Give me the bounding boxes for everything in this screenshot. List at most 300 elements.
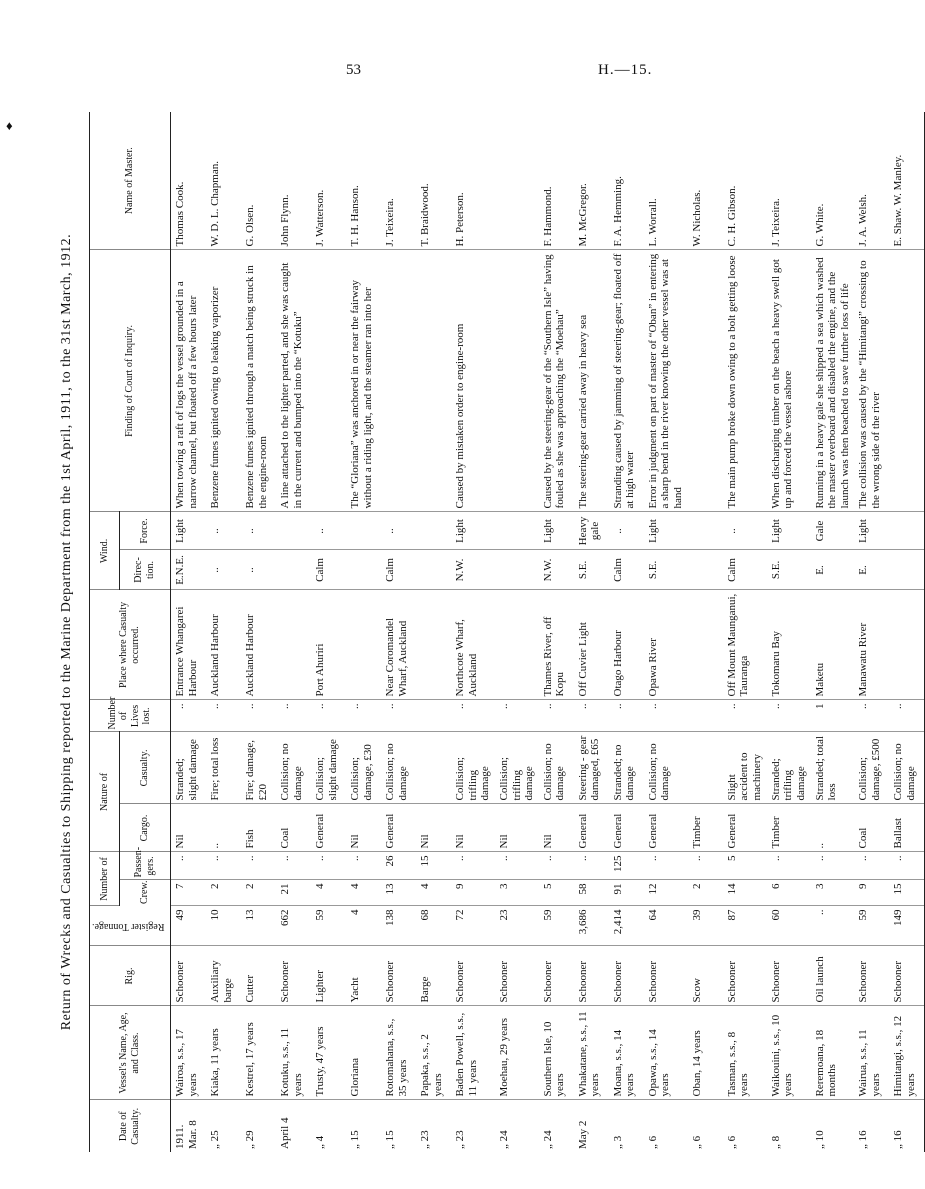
header-master: Name of Master.	[90, 112, 171, 250]
cell-tonnage: 49	[170, 906, 206, 946]
cell-direction: N.W.	[539, 550, 574, 590]
cell-cargo: Nil	[451, 804, 495, 852]
cell-force	[495, 512, 539, 550]
cell-direction: Calm	[609, 550, 644, 590]
cell-place	[416, 590, 451, 700]
header-tonnage: Register Tonnage.	[90, 906, 171, 946]
cell-rig: Auxiliary barge	[206, 946, 241, 1006]
cell-lives: ..	[889, 700, 925, 732]
cell-cargo: General	[381, 804, 416, 852]
cell-tonnage: 72	[451, 906, 495, 946]
cell-tonnage: ..	[811, 906, 855, 946]
cell-crew: 14	[723, 880, 767, 906]
cell-force: ..	[609, 512, 644, 550]
cell-passengers: ..	[854, 852, 889, 880]
cell-date: „ 16	[857, 1130, 870, 1149]
cell-finding: Running in a heavy gale she shipped a sea which washed the master overboard and disabled the engine, and the launch was then beached to save further loss of life	[811, 250, 855, 512]
cell-place	[688, 590, 723, 700]
cell-casualty: Steering - gear damaged, £65	[574, 732, 609, 804]
cell-rig: Schooner	[609, 946, 644, 1006]
cell-date: „ 23	[418, 1130, 431, 1149]
cell-master: M. McGregor.	[574, 112, 609, 250]
cell-finding: Caused by mistaken order to engine-room	[451, 250, 495, 512]
cell-passengers: ..	[495, 852, 539, 880]
cell-master: Thomas Cook.	[170, 112, 206, 250]
cell-cargo: General	[574, 804, 609, 852]
cell-tonnage: 68	[416, 906, 451, 946]
header-rig: Rig.	[90, 946, 171, 1006]
cell-rig: Schooner	[889, 946, 925, 1006]
cell-rig: Schooner	[451, 946, 495, 1006]
cell-tonnage: 149	[889, 906, 925, 946]
cell-cargo: Nil	[416, 804, 451, 852]
header-vessel: Vessel's Name, Age, and Class.	[90, 1006, 171, 1100]
cell-passengers: ..	[451, 852, 495, 880]
table-row	[346, 112, 381, 1152]
cell-passengers: ..	[170, 852, 206, 880]
cell-date: 1911. Mar. 8	[173, 1120, 199, 1149]
table-row	[451, 112, 495, 1152]
cell-place: Northcote Wharf, Auckland	[451, 590, 495, 700]
cell-lives: ..	[495, 700, 539, 732]
cell-crew: 3	[495, 880, 539, 906]
cell-place: Tokomaru Bay	[767, 590, 811, 700]
cell-finding: When discharging timber on the beach a heavy swell got up and forced the vessel ashore	[767, 250, 811, 512]
cell-cargo: Nil	[539, 804, 574, 852]
header-finding: Finding of Court of Inquiry.	[90, 250, 171, 512]
cell-date: „ 6	[646, 1135, 659, 1149]
cell-tonnage: 138	[381, 906, 416, 946]
cell-place: Maketu	[811, 590, 855, 700]
cell-place	[346, 590, 381, 700]
cell-vessel: Baden Powell, s.s., 11 years	[451, 1006, 495, 1100]
table-row	[495, 112, 539, 1152]
cell-master: E. Shaw. W. Manley.	[889, 112, 925, 250]
cell-force	[346, 512, 381, 550]
cell-cargo: Ballast	[889, 804, 925, 852]
cell-date: „ 25	[208, 1130, 221, 1149]
cell-force: Gale	[811, 512, 855, 550]
cell-place: Port Ahuriri	[311, 590, 346, 700]
cell-cargo: ..	[811, 804, 855, 852]
cell-date: „ 24	[541, 1130, 554, 1149]
cell-lives: ..	[311, 700, 346, 732]
cell-force: Heavy gale	[574, 512, 609, 550]
cell-rig: Lighter	[311, 946, 346, 1006]
cell-casualty	[416, 732, 451, 804]
cell-lives	[416, 700, 451, 732]
cell-casualty: Stranded; slight damage	[170, 732, 206, 804]
cell-direction	[416, 550, 451, 590]
cell-lives: ..	[451, 700, 495, 732]
cell-master: John Flynn.	[276, 112, 311, 250]
cell-passengers: ..	[811, 852, 855, 880]
cell-master: J. Teixeira.	[767, 112, 811, 250]
cell-tonnage: 87	[723, 906, 767, 946]
cell-casualty: Collision; trifling damage	[451, 732, 495, 804]
cell-force	[276, 512, 311, 550]
cell-direction: E.	[854, 550, 889, 590]
cell-finding: The main pump broke down owing to a bolt getting loose	[723, 250, 767, 512]
header-row-1	[90, 112, 120, 1152]
cell-tonnage: 3,686	[574, 906, 609, 946]
cell-place	[889, 590, 925, 700]
casualty-table	[89, 112, 925, 1152]
cell-force: ..	[311, 512, 346, 550]
table-row	[723, 112, 767, 1152]
cell-rig: Schooner	[276, 946, 311, 1006]
cell-date: „ 8	[769, 1135, 782, 1149]
cell-place: Off Cuvier Light	[574, 590, 609, 700]
cell-force: ..	[723, 512, 767, 550]
table-row	[644, 112, 688, 1152]
cell-tonnage: 59	[311, 906, 346, 946]
cell-lives: ..	[644, 700, 688, 732]
header-force: Force.	[120, 512, 171, 550]
cell-vessel: Wairua, s.s., 11 years	[854, 1006, 889, 1100]
cell-finding: Caused by the steering-gear of the “Southern Isle” having fouled as she was approaching the “Moehau”	[539, 250, 574, 512]
cell-crew: 2	[688, 880, 723, 906]
cell-force	[416, 512, 451, 550]
cell-crew: 4	[346, 880, 381, 906]
cell-rig: Schooner	[723, 946, 767, 1006]
cell-lives: ..	[170, 700, 206, 732]
cell-crew: 9	[854, 880, 889, 906]
cell-finding	[495, 250, 539, 512]
header-cargo: Cargo.	[120, 804, 171, 852]
cell-crew: 6	[767, 880, 811, 906]
cell-date: „ 16	[889, 1100, 925, 1152]
cell-casualty: Fire; damage, £20	[241, 732, 276, 804]
cell-lives: ..	[241, 700, 276, 732]
cell-vessel: Kiaka, 11 years	[206, 1006, 241, 1100]
cell-lives: ..	[767, 700, 811, 732]
cell-date: „ 15	[348, 1130, 361, 1149]
cell-tonnage: 2,414	[609, 906, 644, 946]
cell-crew: 9	[451, 880, 495, 906]
cell-date: „ 3	[611, 1135, 624, 1149]
cell-crew: 12	[644, 880, 688, 906]
cell-date: „ 6	[690, 1135, 703, 1149]
cell-vessel: Gloriana	[346, 1006, 381, 1100]
cell-cargo: Timber	[688, 804, 723, 852]
cell-direction: N.W.	[451, 550, 495, 590]
cell-date: „ 10	[813, 1130, 826, 1149]
cell-passengers: ..	[346, 852, 381, 880]
cell-passengers: ..	[574, 852, 609, 880]
cell-date: „ 4	[313, 1135, 326, 1149]
cell-passengers: ..	[539, 852, 574, 880]
cell-lives: ..	[276, 700, 311, 732]
cell-cargo: Nil	[495, 804, 539, 852]
cell-place: Entrance Whangarei Harbour	[170, 590, 206, 700]
cell-master: H. Peterson.	[451, 112, 495, 250]
cell-finding: The steering-gear carried away in heavy sea	[574, 250, 609, 512]
cell-force: Light	[767, 512, 811, 550]
cell-finding: A line attached to the lighter parted, and she was caught in the current and bumped into the “Kotuku”	[276, 250, 311, 512]
cell-casualty: Collision; slight damage	[311, 732, 346, 804]
cell-rig: Barge	[416, 946, 451, 1006]
cell-force: ..	[241, 512, 276, 550]
cell-cargo: Fish	[241, 804, 276, 852]
cell-rig: Schooner	[574, 946, 609, 1006]
cell-rig: Schooner	[767, 946, 811, 1006]
cell-crew: 91	[609, 880, 644, 906]
cell-direction	[346, 550, 381, 590]
header-crew: Crew.	[120, 880, 171, 906]
cell-casualty: Stranded; total loss	[811, 732, 855, 804]
cell-casualty: Collision; damage, £500	[854, 732, 889, 804]
cell-casualty: Collision; no damage	[276, 732, 311, 804]
cell-direction: S.E.	[767, 550, 811, 590]
cell-place: Auckland Harbour	[206, 590, 241, 700]
header-nature-of: Nature of	[90, 732, 120, 852]
cell-casualty	[688, 732, 723, 804]
cell-crew: 2	[206, 880, 241, 906]
cell-master: J. A. Welsh.	[854, 112, 889, 250]
cell-cargo: ..	[206, 804, 241, 852]
cell-master: W. D. L. Chapman.	[206, 112, 241, 250]
cell-rig: Schooner	[854, 946, 889, 1006]
cell-rig: Schooner	[381, 946, 416, 1006]
header-place: Place where Casualty occurred.	[90, 590, 171, 700]
table-row	[311, 112, 346, 1152]
cell-vessel: Waikouini, s.s., 10 years	[767, 1006, 811, 1100]
cell-vessel: Moana, s.s., 14 years	[609, 1006, 644, 1100]
cell-rig: Schooner	[170, 946, 206, 1006]
cell-finding: The “Gloriana” was anchored in or near the fairway without a riding light, and the steamer ran into her	[346, 250, 381, 512]
header-direction: Direc-tion.	[120, 550, 171, 590]
cell-tonnage: 59	[539, 906, 574, 946]
cell-cargo: General	[644, 804, 688, 852]
cell-cargo: General	[723, 804, 767, 852]
cell-date: „ 23	[453, 1130, 466, 1149]
cell-lives: ..	[381, 700, 416, 732]
cell-force	[688, 512, 723, 550]
cell-tonnage: 59	[854, 906, 889, 946]
cell-force	[889, 512, 925, 550]
header-lives-lost: Number of Lives lost.	[90, 700, 171, 732]
cell-direction	[889, 550, 925, 590]
cell-lives	[688, 700, 723, 732]
cell-vessel: Opawa, s.s., 14 years	[644, 1006, 688, 1100]
table-title: Return of Wrecks and Casualties to Shipping reported to the Marine Department from the 1st April, 1911, to the 31st March, 1912.	[59, 233, 74, 1031]
cell-rig: Oil launch	[811, 946, 855, 1006]
header-number-of: Number of	[90, 852, 120, 906]
cell-passengers: ..	[644, 852, 688, 880]
cell-place: Auckland Harbour	[241, 590, 276, 700]
cell-force: Light	[644, 512, 688, 550]
cell-vessel: Moehau, 29 years	[495, 1006, 539, 1100]
cell-force: ..	[381, 512, 416, 550]
cell-rig: Schooner	[644, 946, 688, 1006]
cell-passengers: ..	[889, 852, 925, 880]
cell-crew: 5	[539, 880, 574, 906]
cell-direction: Calm	[723, 550, 767, 590]
cell-vessel: Oban, 14 years	[688, 1006, 723, 1100]
cell-direction	[276, 550, 311, 590]
cell-tonnage: 662	[276, 906, 311, 946]
cell-crew: 4	[416, 880, 451, 906]
cell-casualty: Stranded; no damage	[609, 732, 644, 804]
cell-date: „ 15	[383, 1130, 396, 1149]
cell-cargo: Nil	[170, 804, 206, 852]
cell-place: Near Coromandel Wharf, Auckland	[381, 590, 416, 700]
cell-direction: S.E.	[644, 550, 688, 590]
cell-casualty: Collision; no damage	[889, 732, 925, 804]
cell-force: Light	[170, 512, 206, 550]
cell-rig: Schooner	[495, 946, 539, 1006]
cell-tonnage: 4	[346, 906, 381, 946]
cell-lives: ..	[539, 700, 574, 732]
cell-date: April 4	[278, 1117, 291, 1149]
cell-crew: 7	[170, 880, 206, 906]
cell-master: J. Watterson.	[311, 112, 346, 250]
cell-casualty: Slight accident to machinery	[723, 732, 767, 804]
margin-mark: ♦	[6, 118, 13, 133]
cell-casualty: Collision; no damage	[644, 732, 688, 804]
page-number: 53	[346, 62, 361, 78]
cell-direction: ..	[241, 550, 276, 590]
cell-vessel: Reremoana, 18 months	[811, 1006, 855, 1100]
cell-casualty: Stranded; trifling damage	[767, 732, 811, 804]
cell-direction: S.E.	[574, 550, 609, 590]
cell-rig: Scow	[688, 946, 723, 1006]
cell-cargo: Coal	[854, 804, 889, 852]
cell-rig: Cutter	[241, 946, 276, 1006]
cell-direction: Calm	[311, 550, 346, 590]
rotated-table-region	[45, 112, 918, 1152]
cell-casualty: Collision; damage, £30	[346, 732, 381, 804]
cell-force: Light	[451, 512, 495, 550]
cell-lives: ..	[574, 700, 609, 732]
cell-rig: Schooner	[539, 946, 574, 1006]
cell-passengers: ..	[206, 852, 241, 880]
cell-date: „ 24	[497, 1130, 510, 1149]
cell-finding: Benzene fumes ignited through a match being struck in the engine-room	[241, 250, 276, 512]
cell-lives: ..	[723, 700, 767, 732]
cell-finding	[889, 250, 925, 512]
cell-vessel: Southern Isle, 10 years	[539, 1006, 574, 1100]
cell-finding: Stranding caused by jamming of steering-gear; floated off at high water	[609, 250, 644, 512]
header-wind: Wind.	[90, 512, 120, 590]
cell-lives: ..	[854, 700, 889, 732]
cell-crew: 2	[241, 880, 276, 906]
cell-finding: Error in judgment on part of master of “Oban” in entering a sharp bend in the river knowing the other vessel was at hand	[644, 250, 688, 512]
cell-place	[276, 590, 311, 700]
cell-finding	[381, 250, 416, 512]
cell-direction: ..	[206, 550, 241, 590]
cell-tonnage: 39	[688, 906, 723, 946]
cell-cargo: General	[311, 804, 346, 852]
header-casualty: Casualty.	[120, 732, 171, 804]
cell-finding	[311, 250, 346, 512]
cell-direction: E.	[811, 550, 855, 590]
cell-finding	[416, 250, 451, 512]
table-row	[539, 112, 574, 1152]
cell-finding: When towing a raft of logs the vessel grounded in a narrow channel, but floated off a few hours later	[170, 250, 206, 512]
cell-date: „ 6	[725, 1135, 738, 1149]
cell-cargo: Nil	[346, 804, 381, 852]
cell-passengers: 15	[416, 852, 451, 880]
cell-tonnage: 13	[241, 906, 276, 946]
table-row	[206, 112, 241, 1152]
cell-place: Otago Harbour	[609, 590, 644, 700]
cell-vessel: Trusty, 47 years	[311, 1006, 346, 1100]
cell-finding: The collision was caused by the “Himitangi” crossing to the wrong side of the river	[854, 250, 889, 512]
cell-crew: 58	[574, 880, 609, 906]
cell-crew: 3	[811, 880, 855, 906]
cell-master: T. Braidwood.	[416, 112, 451, 250]
cell-rig: Yacht	[346, 946, 381, 1006]
cell-lives: 1	[811, 700, 855, 732]
cell-crew: 13	[381, 880, 416, 906]
header-passengers: Passen-gers.	[120, 852, 171, 880]
cell-master	[495, 112, 539, 250]
cell-cargo: Timber	[767, 804, 811, 852]
table-row	[767, 112, 811, 1152]
page-code: H.—15.	[598, 62, 653, 78]
cell-vessel: Kotuku, s.s., 11 years	[276, 1006, 311, 1100]
cell-date: „ 29	[243, 1130, 256, 1149]
cell-vessel: Whakatane, s.s., 11 years	[574, 1006, 609, 1100]
cell-master: T. H. Hanson.	[346, 112, 381, 250]
cell-passengers: ..	[241, 852, 276, 880]
table-row	[889, 112, 925, 1152]
cell-vessel: Kestrel, 17 years	[241, 1006, 276, 1100]
cell-tonnage: 64	[644, 906, 688, 946]
table-row	[811, 112, 855, 1152]
cell-place: Off Mount Maunganui, Tauranga	[723, 590, 767, 700]
cell-direction: Calm	[381, 550, 416, 590]
cell-place	[495, 590, 539, 700]
cell-casualty: Fire; total loss	[206, 732, 241, 804]
cell-vessel: Rotomahana, s.s., 35 years	[381, 1006, 416, 1100]
cell-finding	[688, 250, 723, 512]
cell-vessel: Wairoa, s.s., 17 years	[170, 1006, 206, 1100]
table-row	[381, 112, 416, 1152]
cell-place: Opawa River	[644, 590, 688, 700]
table-row	[241, 112, 276, 1152]
cell-crew: 21	[276, 880, 311, 906]
cell-lives: ..	[609, 700, 644, 732]
cell-place: Manawatu River	[854, 590, 889, 700]
table-row	[854, 112, 889, 1152]
cell-passengers: 125	[609, 852, 644, 880]
cell-passengers: ..	[311, 852, 346, 880]
cell-vessel: Tasman, s.s., 8 years	[723, 1006, 767, 1100]
cell-master: W. Nicholas.	[688, 112, 723, 250]
cell-passengers: ..	[767, 852, 811, 880]
cell-vessel: Himitangi, s.s., 12 years	[889, 1006, 925, 1100]
cell-direction	[495, 550, 539, 590]
cell-vessel: Papaka, s.s., 2 years	[416, 1006, 451, 1100]
cell-master: G. Olsen.	[241, 112, 276, 250]
cell-lives: ..	[206, 700, 241, 732]
table-row	[609, 112, 644, 1152]
cell-direction	[688, 550, 723, 590]
cell-place: Thames River, off Kopu	[539, 590, 574, 700]
cell-master: F. Hammond.	[539, 112, 574, 250]
table-row	[276, 112, 311, 1152]
cell-crew: 4	[311, 880, 346, 906]
cell-lives: ..	[346, 700, 381, 732]
cell-casualty: Collision; trifling damage	[495, 732, 539, 804]
cell-master: J. Teixeira.	[381, 112, 416, 250]
cell-master: G. White.	[811, 112, 855, 250]
cell-master: C. H. Gibson.	[723, 112, 767, 250]
cell-finding: Benzene fumes ignited owing to leaking vaporizer	[206, 250, 241, 512]
